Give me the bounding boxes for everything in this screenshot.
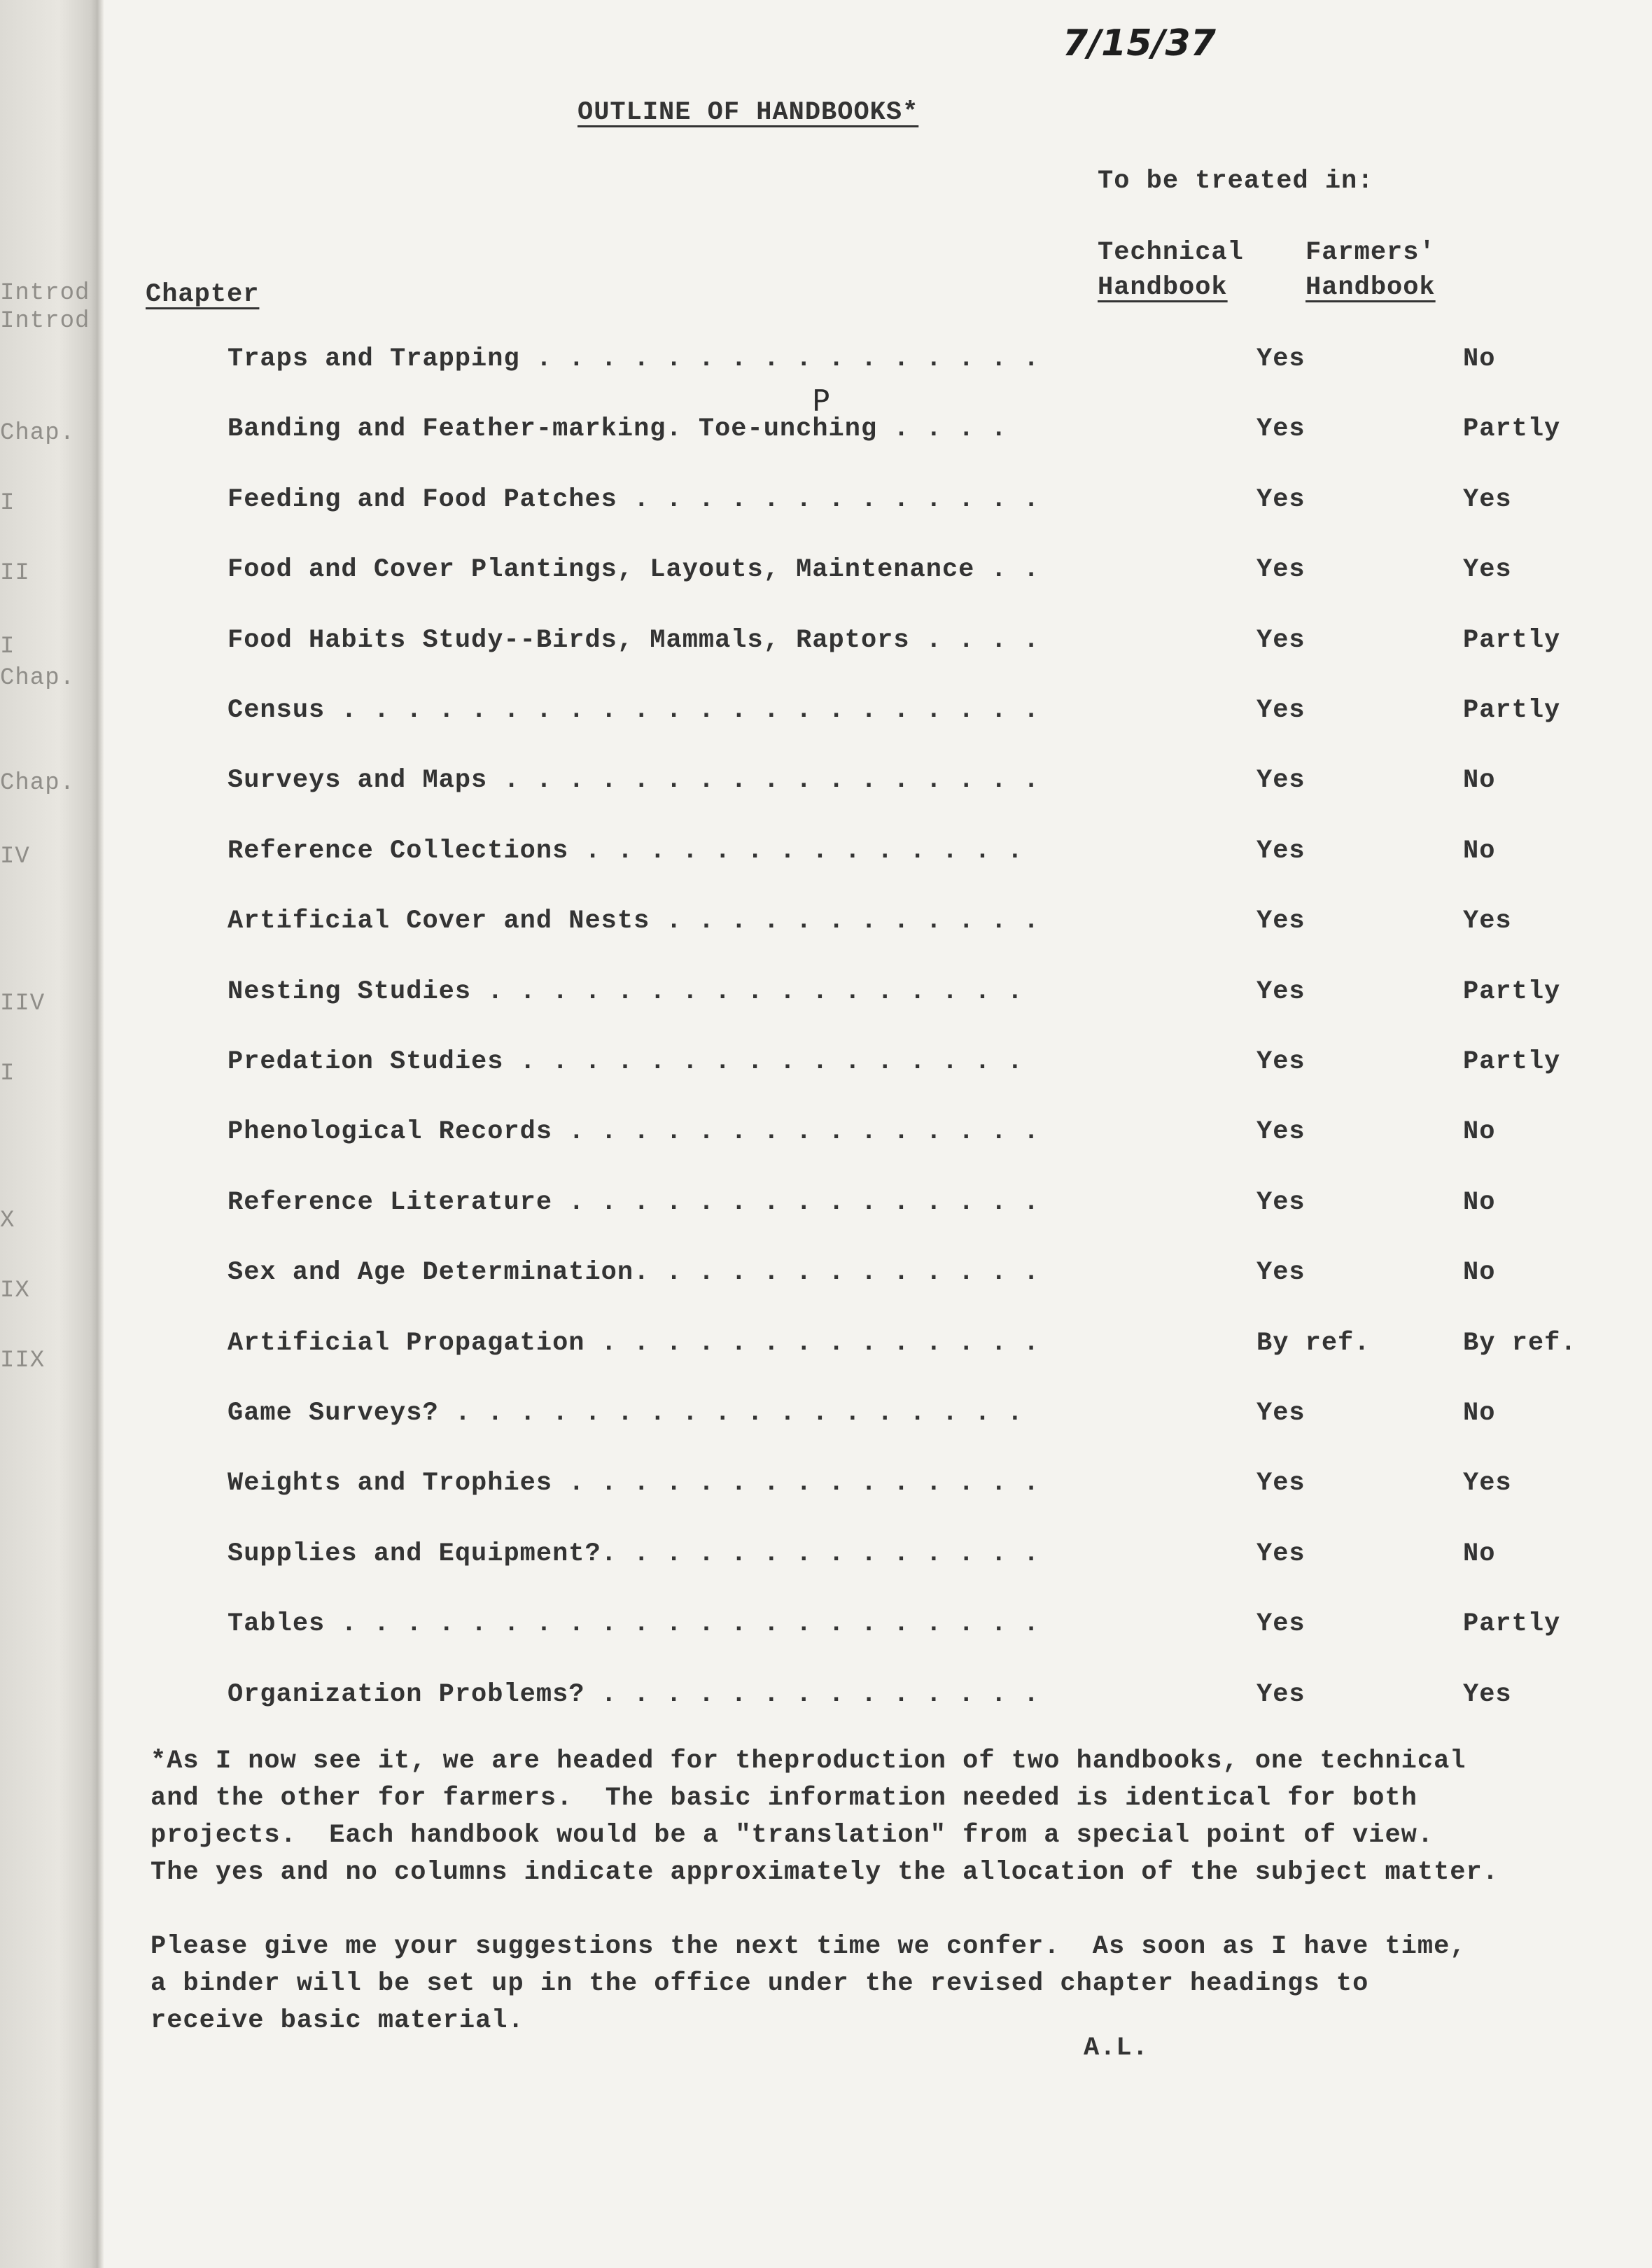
farmers-handbook-cell: Yes (1463, 1679, 1512, 1709)
table-row (227, 766, 1628, 808)
footnote-line: and the other for farmers. The basic information needed is identical for both (150, 1784, 1418, 1813)
margin-mark: I (0, 1060, 15, 1087)
technical-handbook-cell: Yes (1256, 1258, 1306, 1288)
chapter-cell: Phenological Records . . . . . . . . . . . . . . . (227, 1117, 1040, 1147)
farmers-handbook-cell: No (1463, 1258, 1496, 1288)
farmers-handbook-cell: Partly (1463, 976, 1561, 1007)
chapter-cell: Food and Cover Plantings, Layouts, Maintenance . . (227, 555, 1040, 585)
table-row (227, 1399, 1628, 1441)
chapter-cell: Surveys and Maps . . . . . . . . . . . . . . . . . (227, 766, 1040, 796)
footnote-line: a binder will be set up in the office under the revised chapter headings to (150, 1969, 1369, 1998)
footnote-line: receive basic material. (150, 2006, 524, 2036)
table-row (227, 696, 1628, 738)
technical-handbook-cell: Yes (1256, 766, 1306, 796)
margin-mark: I (0, 634, 15, 660)
margin-mark: IIX (0, 1348, 46, 1374)
technical-handbook-cell: Yes (1256, 625, 1306, 655)
table-row (227, 906, 1628, 948)
chapter-cell: Supplies and Equipment?. . . . . . . . . . . . . . (227, 1539, 1040, 1569)
technical-column-header-line2: Handbook (1098, 273, 1228, 302)
chapter-cell: Reference Collections . . . . . . . . . . . . . . (227, 836, 1023, 866)
chapter-cell: Banding and Feather-marking. Toe-unching . . . . (227, 414, 1007, 444)
table-row (227, 1539, 1628, 1581)
treated-in-label: To be treated in: (1098, 167, 1374, 196)
table-row (227, 1469, 1628, 1511)
farmers-handbook-cell: Yes (1463, 484, 1512, 514)
table-row (227, 1609, 1628, 1651)
footnote-line: *As I now see it, we are headed for theproduction of two handbooks, one technical (150, 1746, 1466, 1776)
margin-mark: X (0, 1208, 15, 1234)
document-date: 7/15/37 (1063, 22, 1216, 64)
chapter-cell: Reference Literature . . . . . . . . . . . . . . . (227, 1187, 1040, 1217)
technical-handbook-cell: Yes (1256, 1117, 1306, 1147)
farmers-handbook-cell: No (1463, 344, 1496, 374)
technical-handbook-cell: Yes (1256, 1679, 1306, 1709)
farmers-handbook-cell: No (1463, 1117, 1496, 1147)
table-row (227, 414, 1628, 456)
chapter-cell: Artificial Cover and Nests . . . . . . . . . . . . (227, 906, 1040, 937)
farmers-handbook-cell: Partly (1463, 696, 1561, 725)
table-row (227, 626, 1628, 668)
handwritten-correction-mark: P (812, 384, 830, 418)
chapter-cell: Artificial Propagation . . . . . . . . . . . . . . (227, 1328, 1040, 1358)
table-row (227, 1258, 1628, 1300)
technical-handbook-cell: Yes (1256, 1539, 1306, 1569)
technical-handbook-cell: Yes (1256, 836, 1306, 866)
technical-handbook-cell: By ref. (1256, 1328, 1371, 1358)
table-row (227, 1117, 1628, 1159)
footnote (150, 1743, 1648, 2040)
chapter-cell: Weights and Trophies . . . . . . . . . . . . . . . (227, 1469, 1040, 1499)
footnote-paragraph-1 (150, 1743, 1648, 1891)
margin-mark: Introd (0, 280, 90, 307)
margin-mark: Chap. (0, 665, 76, 692)
technical-handbook-cell: Yes (1256, 344, 1306, 374)
footnote-line: Please give me your suggestions the next time we confer. As soon as I have time, (150, 1932, 1466, 1961)
farmers-handbook-cell: Yes (1463, 906, 1512, 937)
margin-mark: Chap. (0, 770, 76, 797)
technical-handbook-cell: Yes (1256, 696, 1306, 725)
footnote-line: The yes and no columns indicate approximately the allocation of the subject matter. (150, 1858, 1499, 1887)
chapter-cell: Predation Studies . . . . . . . . . . . . . . . . (227, 1047, 1023, 1077)
farmers-handbook-cell: No (1463, 766, 1496, 796)
farmers-handbook-cell: Partly (1463, 414, 1561, 444)
footnote-paragraph-2 (150, 1928, 1648, 2040)
technical-handbook-cell: Yes (1256, 555, 1306, 585)
chapter-cell: Traps and Trapping . . . . . . . . . . . . . . . . (227, 344, 1040, 374)
table-row (227, 836, 1628, 878)
farmers-column-header-line1: Farmers' (1306, 238, 1436, 267)
signature-initials: A.L. (1084, 2033, 1149, 2063)
farmers-handbook-cell: Yes (1463, 1469, 1512, 1499)
farmers-handbook-cell: No (1463, 836, 1496, 866)
technical-handbook-cell: Yes (1256, 1047, 1306, 1077)
chapter-cell: Nesting Studies . . . . . . . . . . . . . . . . . (227, 976, 1023, 1007)
technical-handbook-cell: Yes (1256, 1469, 1306, 1499)
table-row (227, 344, 1628, 386)
technical-column-header-line1: Technical (1098, 238, 1244, 267)
farmers-column-header-line2: Handbook (1306, 273, 1436, 302)
chapter-cell: Organization Problems? . . . . . . . . . . . . . . (227, 1679, 1040, 1709)
margin-mark: Chap. (0, 420, 76, 447)
table-row (227, 555, 1628, 597)
chapter-cell: Game Surveys? . . . . . . . . . . . . . . . . . . (227, 1399, 1023, 1428)
table-row (227, 1329, 1628, 1371)
table-row (227, 485, 1628, 527)
technical-handbook-cell: Yes (1256, 484, 1306, 514)
farmers-handbook-cell: No (1463, 1187, 1496, 1217)
margin-mark: IV (0, 844, 30, 870)
table-row (227, 1680, 1628, 1722)
margin-mark: Introd (0, 308, 90, 335)
technical-handbook-cell: Yes (1256, 976, 1306, 1007)
farmers-handbook-cell: By ref. (1463, 1328, 1577, 1358)
farmers-handbook-cell: No (1463, 1539, 1496, 1569)
margin-mark: IIV (0, 990, 46, 1017)
margin-mark: IX (0, 1278, 30, 1304)
table-row (227, 1188, 1628, 1230)
farmers-handbook-cell: Partly (1463, 1047, 1561, 1077)
table-row (227, 977, 1628, 1019)
margin-mark: II (0, 560, 30, 587)
chapter-column-header: Chapter (146, 280, 260, 309)
chapter-cell: Census . . . . . . . . . . . . . . . . . . . . . . (227, 696, 1040, 725)
chapter-cell: Sex and Age Determination. . . . . . . . . . . . . (227, 1258, 1040, 1288)
left-margin-bleed (0, 0, 98, 2268)
footnote-line: projects. Each handbook would be a "translation" from a special point of view. (150, 1821, 1434, 1850)
farmers-handbook-cell: Partly (1463, 1609, 1561, 1639)
farmers-handbook-cell: No (1463, 1399, 1496, 1428)
document-page (105, 0, 1652, 2268)
margin-mark: I (0, 490, 15, 517)
farmers-handbook-cell: Yes (1463, 555, 1512, 585)
technical-handbook-cell: Yes (1256, 1609, 1306, 1639)
chapter-cell: Tables . . . . . . . . . . . . . . . . . . . . . . (227, 1609, 1040, 1639)
technical-handbook-cell: Yes (1256, 906, 1306, 937)
technical-handbook-cell: Yes (1256, 414, 1306, 444)
technical-handbook-cell: Yes (1256, 1399, 1306, 1428)
table-row (227, 1047, 1628, 1089)
technical-handbook-cell: Yes (1256, 1187, 1306, 1217)
chapter-cell: Food Habits Study--Birds, Mammals, Raptors . . . . (227, 625, 1040, 655)
chapter-cell: Feeding and Food Patches . . . . . . . . . . . . . (227, 484, 1040, 514)
farmers-handbook-cell: Partly (1463, 625, 1561, 655)
document-title: OUTLINE OF HANDBOOKS* (578, 98, 919, 127)
